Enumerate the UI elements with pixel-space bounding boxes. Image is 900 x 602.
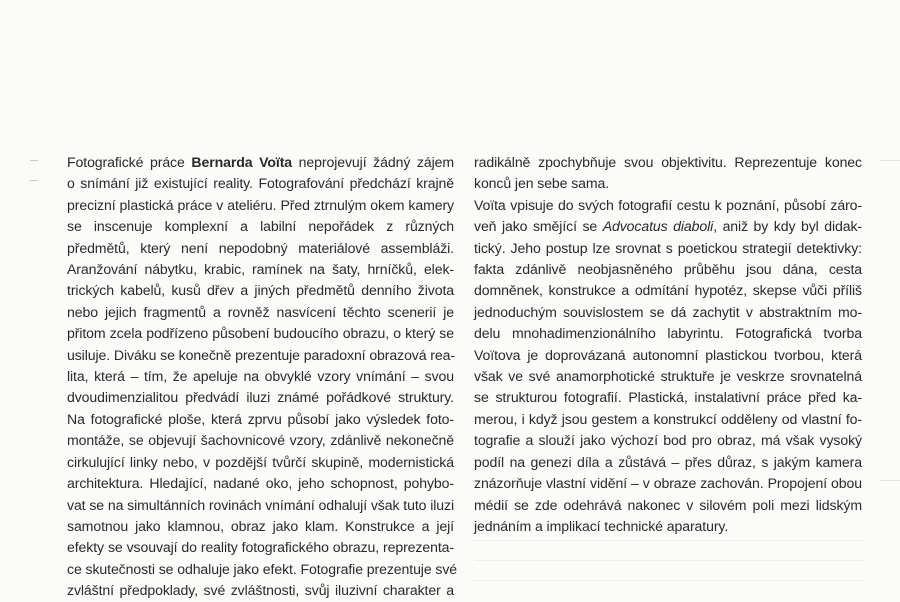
text-line: usiluje. Diváku se konečně prezentuje paradoxní obrazová rea- (67, 346, 455, 363)
text-line: jednáním a implikací technické aparatury. (474, 517, 729, 534)
text-line: se inscenuje komplexní a labilní nepořádek z různých (67, 218, 454, 235)
text-line: domněnek, konstrukce a odmítání hypotéz, skepse vůči příliš (474, 282, 862, 299)
page-edge-bleed (880, 160, 900, 161)
text-line: médií se zde odehrává nakonec v silovém poli mezi lidským (474, 496, 862, 513)
text-line: Fotografické práce Bernarda Voïta neprojevují žádný zájem (67, 154, 454, 170)
author-name: Bernarda Voïta (191, 154, 293, 170)
text-line: samotnou jako klamnou, obraz jako klam. Konstrukce a její (67, 517, 454, 534)
text-line: zvláštní předpoklady, své zvláštnosti, svůj iluzivní charakter a (67, 582, 454, 599)
text-line: vat se na simultánních rovinách vnímání odhalují však tuto iluzi (67, 496, 454, 513)
text-line: delu mnohadimenzionálního labyrintu. Fotografická tvorba (474, 325, 862, 342)
text-line: Voïta vpisuje do svých fotografií cestu k poznání, působí záro- (474, 196, 862, 213)
text-line: trických kabelů, kusů dřev a jiných předmětů denního života (67, 282, 454, 299)
text-line: Voïtova je doprovázaná autonomní plastickou tvorbou, která (474, 346, 862, 363)
show-through-artifact (474, 580, 864, 581)
text-line: předmětů, který není nepodobný materiálové assembláži. (67, 239, 454, 256)
margin-mark (30, 180, 38, 181)
text-line: konců jen sebe sama. (474, 175, 610, 192)
text-line: merou, i když jsou gestem a konstrukcí odděleny od vlastní fo- (474, 410, 862, 427)
text-line: efekty se vsouvají do reality fotografického obrazu, reprezenta- (67, 539, 454, 556)
text-line: Aranžování nábytku, krabic, ramínek na šaty, hrníčků, elek- (67, 261, 454, 278)
latin-phrase: Advocatus diaboli (602, 218, 714, 235)
text-line: veň jako smějící se Advocatus diaboli, aniž by kdy byl didak- (474, 218, 863, 235)
page-edge-bleed (880, 480, 900, 481)
text-line: podíl na genezi díla a zůstává – přes důraz, s jakým kamera (474, 453, 862, 470)
left-text-column (67, 152, 458, 602)
text-line: precizní plastická práce v ateliéru. Před ztrnulým okem kamery (67, 196, 454, 213)
text-line: radikálně zpochybňuje svou objektivitu. Reprezentuje konec (474, 154, 862, 170)
text-line: montáže, se objevují šachovnicové vzory, zdánlivě nekonečně (67, 432, 454, 449)
text-line: tografie a slouží jako výchozí bod pro obraz, má však vysoký (474, 432, 862, 449)
text-line: jednoduchým souvislostem se dá zachytit v abstraktním mo- (474, 303, 862, 320)
show-through-artifact (474, 540, 864, 541)
text-line: se strukturou fotografií. Plastická, instalativní práce před ka- (474, 389, 862, 406)
text-line: nebo jejich fragmentů a rovněž nasvícení těchto scenerií je (67, 303, 454, 320)
show-through-artifact (474, 560, 864, 561)
text-line: znázorňuje vlastní vidění – v obraze zachován. Propojení obou (474, 475, 862, 492)
text-line: fakta zdánlivě neobjasněného průběhu jsou dána, cesta (474, 261, 862, 278)
text-line: Na fotografické ploše, která zprvu působí jako výsledek foto- (67, 410, 454, 427)
text-line: architektura. Hledající, nadané oko, jeho schopnost, pohybo- (67, 475, 454, 492)
text-line: tický. Jeho postup lze srovnat s poetickou strategií detektivky: (474, 239, 862, 256)
text-line: dvoudimenzialitou předvádí iluzi známé pořádkové struktury. (67, 389, 454, 406)
right-text-column (474, 152, 862, 537)
text-line: cirkulující linky nebo, v pozdější tvůrčí skupině, modernistická (67, 453, 454, 470)
text-line: však ve své anamorphotické struktuře je veskrze srovnatelná (474, 368, 862, 385)
text-line: ce skutečnosti se odhaluje jako efekt. Fotografie prezentuje své (67, 560, 458, 577)
text-line: přitom zcela podřízeno působení budoucího obrazu, o který se (67, 325, 454, 342)
margin-mark (30, 160, 38, 161)
text-line: o snímání již existující reality. Fotografování předchází krajně (67, 175, 454, 192)
text-line: lita, která – tím, že apeluje na obvyklé vzory vnímání – svou (67, 368, 454, 385)
